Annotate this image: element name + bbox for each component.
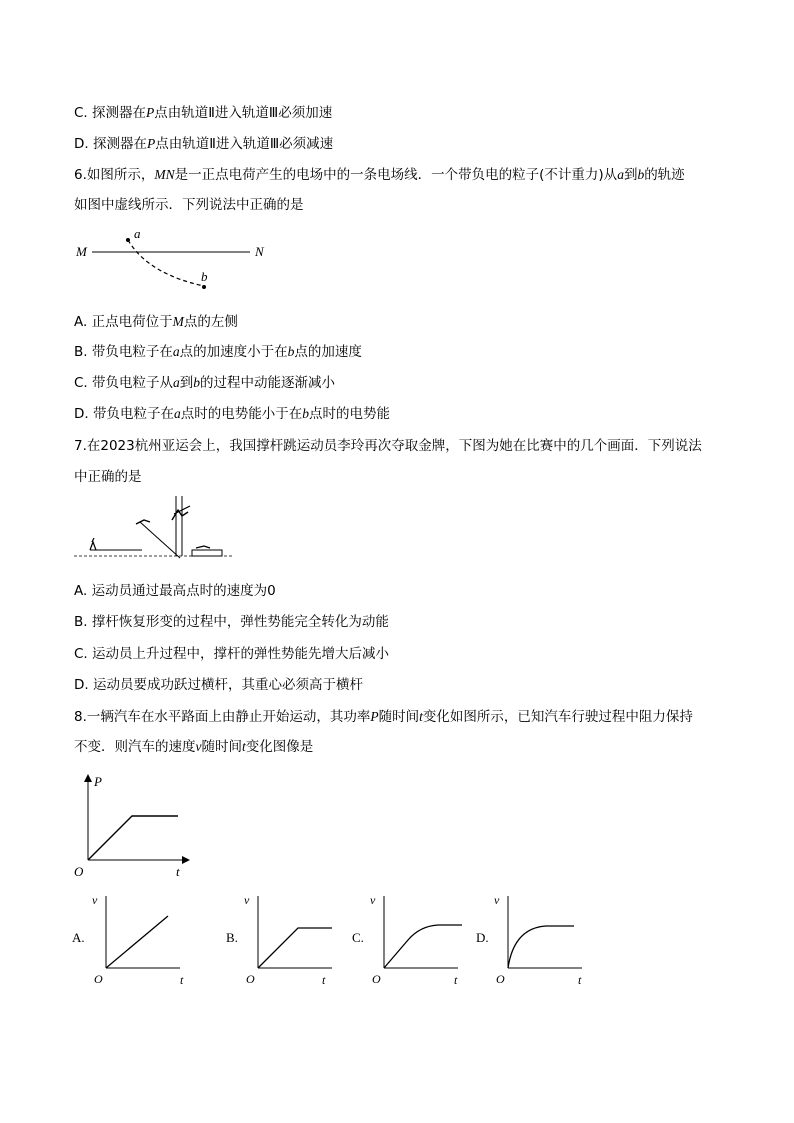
q6-stem-line1: 6.如图所示，MN是一正点电荷产生的电场中的一条电场线．一个带负电的粒子(不计重力)从a到b的轨迹 <box>74 167 685 183</box>
q8-power-time-graph <box>70 770 200 880</box>
q7-option-d[interactable]: D. 运动员要成功跃过横杆，其重心必须高于横杆 <box>74 677 363 693</box>
origin-label: O <box>496 972 505 986</box>
origin-label: O <box>372 972 381 986</box>
q6-stem-line2: 如图中虚线所示．下列说法中正确的是 <box>74 197 304 213</box>
q7-pole-vault-figure <box>72 492 237 564</box>
v-axis-label: v <box>244 893 250 907</box>
label-m: M <box>76 244 87 259</box>
t-axis-label: t <box>176 864 180 879</box>
pole-diagonal <box>140 522 180 558</box>
q6-field-line-figure <box>70 226 280 296</box>
q5-option-d[interactable]: D. 探测器在P点由轨道Ⅱ进入轨道Ⅲ必须减速 <box>74 136 334 152</box>
t-axis-label: t <box>180 973 184 987</box>
label-a: a <box>134 226 141 241</box>
q7-option-c[interactable]: C. 运动员上升过程中，撑杆的弹性势能先增大后减小 <box>74 646 390 662</box>
q5-option-c[interactable]: C. 探测器在P点由轨道Ⅱ进入轨道Ⅲ必须加速 <box>74 105 333 121</box>
trajectory-dashed <box>128 240 204 286</box>
power-curve <box>88 816 178 860</box>
q7-option-b[interactable]: B. 撑杆恢复形变的过程中，弹性势能完全转化为动能 <box>74 614 389 630</box>
v-axis-label: v <box>92 893 98 907</box>
landing-mat <box>192 550 222 556</box>
q8-option-d-graph[interactable] <box>492 888 592 988</box>
v-axis-label: v <box>494 893 500 907</box>
origin-label: O <box>74 864 84 879</box>
origin-label: O <box>246 972 255 986</box>
q8-option-b-graph[interactable] <box>242 888 342 988</box>
option-c-curve <box>384 925 462 968</box>
option-d-curve <box>508 926 574 968</box>
option-a-curve <box>106 916 168 968</box>
q7-stem-line1: 7.在2023杭州亚运会上，我国撑杆跳运动员李玲再次夺取金牌，下图为她在比赛中的几个画面．下列说法 <box>74 438 702 454</box>
t-axis-label: t <box>322 973 326 987</box>
q8-option-b-label[interactable]: B. <box>226 930 238 945</box>
v-axis-label: v <box>370 893 376 907</box>
origin-label: O <box>94 972 103 986</box>
q6-option-c[interactable]: C. 带负电粒子从a到b的过程中动能逐渐减小 <box>74 375 336 391</box>
vaulter-landing <box>196 546 210 548</box>
point-b-dot <box>202 285 206 289</box>
label-b: b <box>201 269 208 284</box>
q8-option-d-label[interactable]: D. <box>476 930 489 945</box>
option-b-curve <box>258 928 332 968</box>
q8-stem-line1: 8.一辆汽车在水平路面上由静止开始运动，其功率P随时间t变化如图所示，已知汽车行驶过程中阻力保持 <box>74 709 693 725</box>
q8-option-c-label[interactable]: C. <box>352 930 364 945</box>
q6-option-b[interactable]: B. 带负电粒子在a点的加速度小于在b点的加速度 <box>74 344 362 360</box>
q6-option-d[interactable]: D. 带负电粒子在a点时的电势能小于在b点时的电势能 <box>74 406 390 422</box>
q7-stem-line2: 中正确的是 <box>74 469 142 485</box>
vaulter-rising <box>136 520 150 524</box>
q6-option-a[interactable]: A. 正点电荷位于M点的左侧 <box>74 314 238 330</box>
t-axis-label: t <box>454 973 458 987</box>
q8-option-c-graph[interactable] <box>368 888 468 988</box>
q8-option-a-graph[interactable] <box>90 888 190 988</box>
p-axis-label: P <box>94 774 102 789</box>
label-n: N <box>255 244 264 259</box>
t-axis-label: t <box>578 973 582 987</box>
q8-option-a-label[interactable]: A. <box>72 930 85 945</box>
q8-stem-line2: 不变．则汽车的速度v随时间t变化图像是 <box>74 739 314 755</box>
runner-figure <box>90 538 96 550</box>
q7-option-a[interactable]: A. 运动员通过最高点时的速度为0 <box>74 583 276 599</box>
